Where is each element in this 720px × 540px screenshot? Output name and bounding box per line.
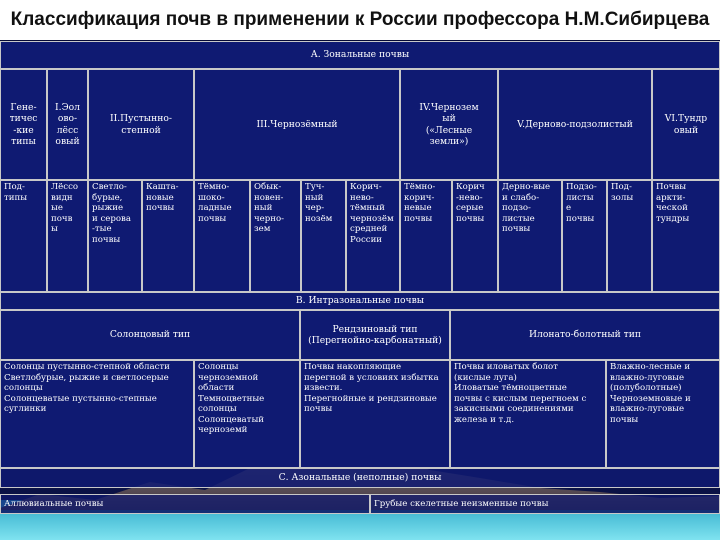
subtype-cell: Под- золы: [607, 180, 652, 292]
subtype-cell: Почвы аркти- ческой тундры: [652, 180, 720, 292]
intrazonal-subtype: Солонцы пустынно-степной области Светлобурые, рыжие и светлосерые солонцы Солонцеватые пустынно-степные суглинки: [0, 360, 194, 468]
genetic-types-label: Гене- тичес -кие типы: [0, 69, 47, 180]
zonal-type-6: VI.Тундр овый: [652, 69, 720, 180]
intrazonal-subtype: Почвы иловатых болот (кислые луга) Иловатые тёмноцветные почвы с кислым перегноем с закисными соединениями железа и т.д.: [450, 360, 606, 468]
subtypes-label: Под- типы: [0, 180, 47, 292]
intrazonal-type-1: Солонцовый тип: [0, 310, 300, 360]
subtype-cell: Подзо- листы е почвы: [562, 180, 607, 292]
subtype-cell: Тёмно- шоко- ладные почвы: [194, 180, 250, 292]
page-title: Классификация почв в применении к России профессора Н.М.Сибирцева: [0, 0, 720, 40]
subtype-cell: Обык- новен- ный черно- зем: [250, 180, 301, 292]
subtype-cell: Корич- нево- тёмный чернозём средней России: [346, 180, 400, 292]
azonal-item-alluvial: Аллювиальные почвы: [0, 494, 370, 514]
intrazonal-type-3: Илонато-болотный тип: [450, 310, 720, 360]
zonal-type-5: V.Дерново-подзолистый: [498, 69, 652, 180]
intrazonal-subtype: Влажно-лесные и влажно-луговые (полуболотные) Черноземновые и влажно-луговые почвы: [606, 360, 720, 468]
zonal-type-2: II.Пустынно- степной: [88, 69, 194, 180]
subtype-cell: Кашта- новые почвы: [142, 180, 194, 292]
section-c-header: С. Азональные (неполные) почвы: [0, 468, 720, 488]
subtype-cell: Корич -нево- серые почвы: [452, 180, 498, 292]
subtype-cell: Лёссо видн ые почв ы: [47, 180, 88, 292]
subtype-cell: Светло- бурые, рыжие и серова -тые почвы: [88, 180, 142, 292]
intrazonal-subtype: Почвы накопляющие перегной в условиях избытка извести. Перегнойные и рендзиновые почвы: [300, 360, 450, 468]
subtype-cell: Дерно-вые и слабо- подзо- листые почвы: [498, 180, 562, 292]
section-b-header: В. Интразональные почвы: [0, 292, 720, 310]
subtype-cell: Туч- ный чер- нозём: [301, 180, 346, 292]
section-a-header: А. Зональные почвы: [0, 41, 720, 69]
zonal-type-3: III.Чернозёмный: [194, 69, 400, 180]
azonal-item-skeletal: Грубые скелетные неизменные почвы: [370, 494, 720, 514]
zonal-type-1: I.Эол ово- лёсс овый: [47, 69, 88, 180]
intrazonal-type-2: Рендзиновый тип (Перегнойно-карбонатный): [300, 310, 450, 360]
intrazonal-subtype: Солонцы черноземной области Темноцветные солонцы Солонцеватый черноземй: [194, 360, 300, 468]
subtype-cell: Тёмно- корич- невые почвы: [400, 180, 452, 292]
zonal-type-4: IV.Чернозем ый («Лесные земли»): [400, 69, 498, 180]
